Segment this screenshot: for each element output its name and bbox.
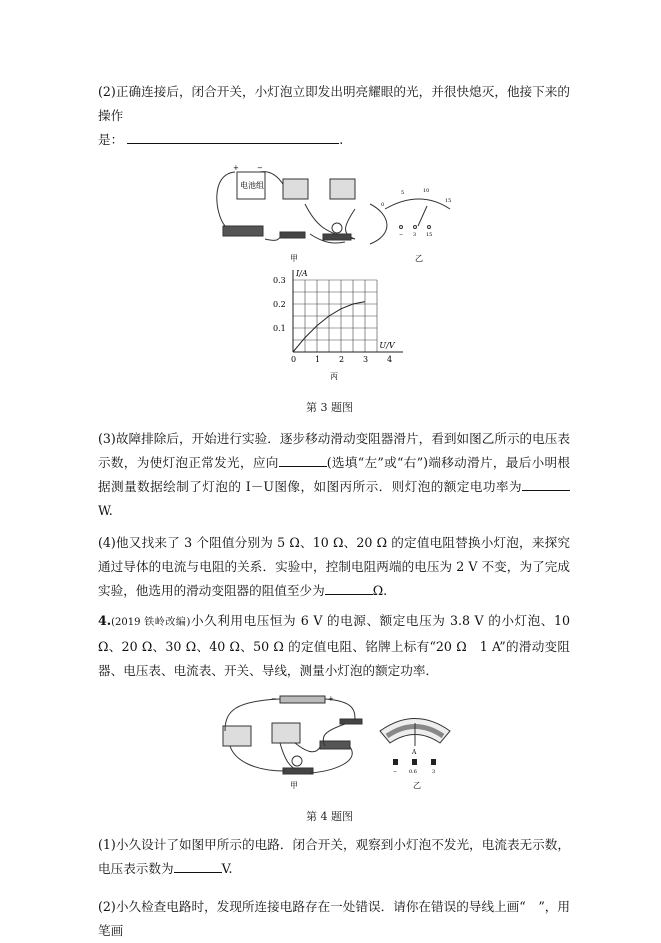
question-text: 小久利用电压恒为 6 V 的电源、额定电压为 3.8 V 的小灯泡、10 Ω、20 Ω、30 Ω、40 Ω、50 Ω 的定值电阻、铭牌上标有“20 Ω 1 A”的滑动变阻器、电压表、电流表、开关、导线，测量小灯泡的额定功率． — [98, 613, 570, 678]
label-yi: 乙 — [415, 254, 423, 263]
y-tick-label: 0.1 — [273, 324, 286, 333]
terminal-label: 0.6 — [409, 769, 417, 775]
battery-plus: + — [328, 695, 334, 703]
ammeter — [330, 179, 355, 199]
rheostat — [223, 226, 263, 236]
voltmeter-dial-yi — [381, 188, 451, 238]
answer-blank[interactable] — [127, 131, 339, 144]
voltmeter — [283, 179, 308, 199]
answer-blank[interactable] — [174, 860, 222, 873]
q3-part3-text2: (选填“左”或“右”)端移动滑片，最后小明根据测量数据绘制了灯泡的 I－U图像，如图丙所示．则灯泡的额定电功率为 — [98, 455, 570, 494]
figure-4 — [215, 691, 455, 791]
unit: Ω. — [372, 583, 388, 598]
tick: 0 — [381, 202, 385, 208]
q3-part2-text: (2)正确连接后，闭合开关，小灯泡立即发出明亮耀眼的光，并很快熄灭，他接下来的操作 — [98, 84, 570, 123]
bulb — [332, 223, 342, 233]
answer-blank[interactable] — [325, 582, 373, 595]
q4-part1 — [98, 833, 570, 881]
terminal-label: − — [393, 769, 398, 775]
question-4 — [98, 609, 570, 683]
q4-part2-text: (2)小久检查电路时，发现所连接电路存在一处错误．请你在错误的导线上画“ ”，用笔画 — [98, 899, 570, 938]
meter-unit: A — [412, 749, 417, 756]
tick: 15 — [445, 198, 452, 204]
terminal-label: 15 — [426, 232, 433, 238]
voltmeter — [223, 726, 251, 746]
q4-part2 — [98, 895, 570, 943]
question-source: (2019 铁岭改编) — [111, 617, 191, 628]
x-tick-label: 1 — [315, 355, 321, 364]
tick: 10 — [423, 188, 430, 194]
unit: V. — [221, 861, 233, 876]
label-yi: 乙 — [413, 781, 421, 790]
figure-4-caption: 第 4 题图 — [306, 810, 353, 823]
battery — [280, 696, 325, 703]
battery-label: 电池组 — [240, 181, 264, 190]
figure-3 — [205, 164, 465, 389]
q3-part2 — [98, 80, 570, 152]
switch — [280, 232, 305, 238]
ammeter-dial-yi — [380, 719, 450, 776]
terminal-label: 3 — [432, 769, 436, 775]
q4-part1-text: (1)小久设计了如图甲所示的电路．闭合开关，观察到小灯泡不发光，电流表无示数，电压表示数为 — [98, 837, 570, 876]
label-jia: 甲 — [290, 254, 298, 263]
battery-minus: − — [257, 164, 263, 172]
x-axis-label: U/V — [379, 341, 395, 350]
q3-part4 — [98, 531, 570, 603]
q3-part3-text: (3)故障排除后，开始进行实验．逐步移动滑动变阻器滑片，看到如图乙所示的电压表示数，为使灯泡正常发光，应向 — [98, 431, 570, 470]
battery-minus: − — [271, 695, 277, 703]
terminal-label: − — [399, 232, 404, 238]
x-tick-label: 3 — [363, 355, 369, 364]
question-number: 4. — [98, 613, 112, 628]
label-bing: 丙 — [330, 372, 338, 381]
x-tick-label: 2 — [339, 355, 345, 364]
y-tick-label: 0.2 — [273, 300, 286, 309]
ammeter — [272, 723, 300, 743]
answer-blank[interactable] — [522, 478, 570, 491]
circuit-diagram-jia — [223, 696, 362, 774]
period: . — [339, 132, 344, 147]
unit: W. — [98, 503, 113, 518]
y-tick-label: 0.3 — [273, 276, 286, 285]
q3-part3 — [98, 427, 570, 523]
figure-3-caption: 第 3 题图 — [306, 401, 353, 414]
q3-part4-text: (4)他又找来了 3 个阻值分别为 5 Ω、10 Ω、20 Ω 的定值电阻替换小灯泡，来探究通过导体的电流与电阻的关系．实验中，控制电阻两端的电压为 2 V 不变，为了完成实验，他选用的滑动变阻器的阻值至少为 — [98, 535, 570, 598]
iu-chart-bing — [273, 269, 403, 364]
y-axis-label: I/A — [296, 269, 308, 278]
x-tick-label: 0 — [291, 355, 297, 364]
answer-blank[interactable] — [279, 454, 327, 467]
terminal-label: 3 — [413, 232, 417, 238]
battery-plus: + — [233, 164, 239, 172]
tick: 5 — [401, 190, 405, 196]
label-jia: 甲 — [290, 781, 298, 790]
q3-part2-prefix: 是： — [98, 132, 124, 147]
switch — [340, 719, 362, 724]
bulb — [292, 756, 302, 766]
x-tick-label: 4 — [387, 355, 393, 364]
